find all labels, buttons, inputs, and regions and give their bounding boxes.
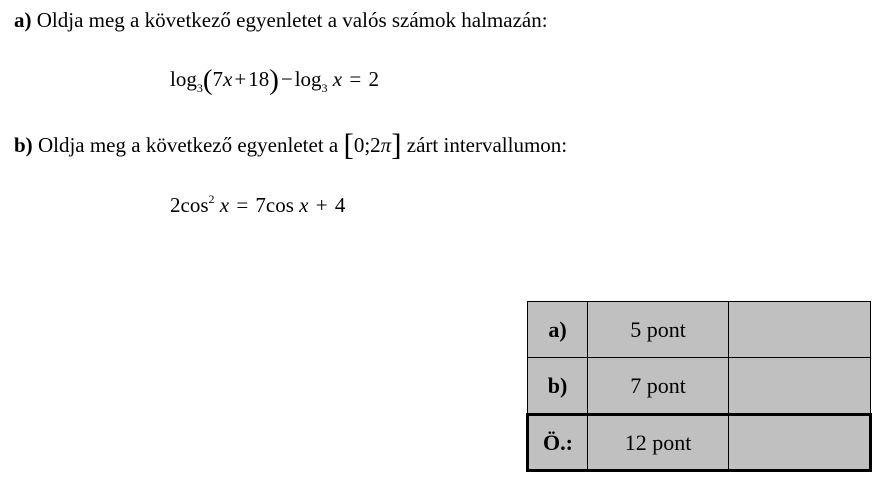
score-row-label: b) [528, 358, 588, 415]
score-row-b [528, 358, 871, 415]
interval-close-bracket: ] [391, 127, 402, 162]
eq-b-equals: = [236, 193, 249, 217]
score-row-points: 5 pont [588, 302, 729, 358]
eq-a-base1: 3 [196, 81, 203, 95]
equation-b [170, 192, 345, 218]
eq-a-close-paren: ) [269, 64, 279, 96]
score-row-points: 7 pont [588, 358, 729, 415]
eq-b-plus: + [315, 193, 328, 217]
interval-pi: π [380, 133, 392, 157]
score-row-total [528, 415, 871, 471]
task-b-statement [14, 127, 567, 163]
score-row-blank-cell [729, 415, 871, 471]
task-a-text: Oldja meg a következő egyenletet a valós számok halmazán: [36, 8, 548, 32]
eq-b-coef-right: 7 [255, 193, 266, 217]
task-b-letter: b) [14, 133, 33, 157]
score-row-blank-cell [729, 302, 871, 358]
eq-b-const: 4 [334, 193, 346, 217]
eq-a-equals: = [349, 67, 362, 91]
eq-a-rhs: 2 [368, 67, 379, 91]
task-b-text-before: Oldja meg a következő egyenletet a [37, 133, 339, 157]
eq-a-open-paren: ( [202, 64, 213, 96]
eq-a-plus: + [234, 67, 247, 91]
eq-b-var1: x [219, 193, 230, 217]
eq-a-var1: x [223, 67, 233, 91]
eq-a-var2: x [332, 67, 343, 91]
score-row-a [528, 302, 871, 358]
eq-a-minus: − [280, 67, 293, 91]
score-row-blank-cell [729, 358, 871, 415]
eq-b-cos1: cos [180, 193, 209, 217]
eq-a-log2: log [294, 67, 322, 91]
task-a-statement [14, 8, 548, 33]
equation-a [170, 64, 379, 97]
eq-a-base2: 3 [321, 81, 328, 95]
eq-b-var2: x [299, 193, 309, 217]
interval-open-bracket: [ [343, 127, 354, 162]
score-row-points: 12 pont [588, 415, 729, 471]
eq-b-coef-left: 2 [170, 193, 181, 217]
eq-a-coef: 7 [212, 67, 224, 91]
task-b-text-after: zárt intervallumon: [406, 133, 568, 157]
score-table [526, 301, 872, 472]
interval-content: 0;2 [353, 133, 381, 157]
eq-b-cos2: cos [265, 193, 294, 217]
eq-b-exponent: 2 [208, 192, 215, 206]
score-row-label: a) [528, 302, 588, 358]
score-row-label: Ö.: [528, 415, 588, 471]
eq-a-const: 18 [248, 67, 270, 91]
task-a-letter: a) [14, 8, 32, 32]
eq-a-log1: log [170, 67, 197, 91]
